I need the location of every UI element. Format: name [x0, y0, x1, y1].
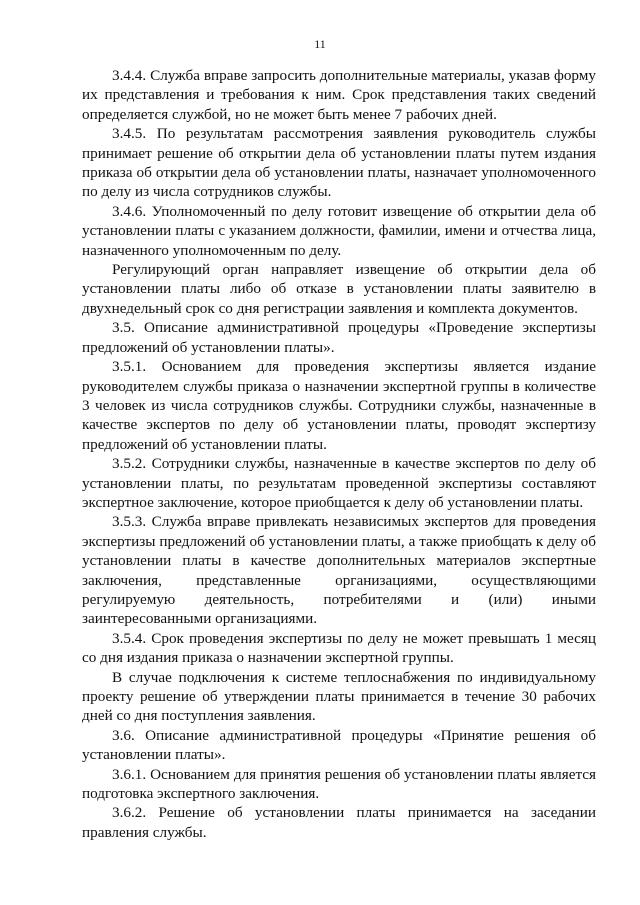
paragraph-individual-project: В случае подключения к системе теплоснабжения по индивидуальному проекту решение об утверждении платы принимается в течение 30 рабочих дней со дня поступления заявления. — [82, 668, 596, 725]
paragraph-3-5-heading: 3.5. Описание административной процедуры «Проведение экспертизы предложений об установлении платы». — [82, 319, 596, 356]
paragraph-3-5-3: 3.5.3. Служба вправе привлекать независимых экспертов для проведения экспертизы предложений об установлении платы, а также приобщать к делу об установлении платы в качестве дополнительных материалов экспертные заключения, представленные организациями, осуществляющими регулируемую деятельность, потребителями и (или) иными заинтересованными организациями. — [82, 513, 596, 628]
paragraph-3-4-4: 3.4.4. Служба вправе запросить дополнительные материалы, указав форму их представления и требования к ним. Срок представления таких сведений определяется службой, но не может быть менее 7 рабочих дней. — [82, 67, 596, 123]
paragraph-3-5-1: 3.5.1. Основанием для проведения экспертизы является издание руководителем службы приказа о назначении экспертной группы в количестве 3 человек из числа сотрудников службы. Сотрудники службы, назначенные в качестве экспертов по делу об установлении платы, проводят экспертизу предложений об установлении платы. — [82, 358, 596, 453]
paragraph-notice-sending: Регулирующий орган направляет извещение об открытии дела об установлении платы либо об отказе в установлении платы заявителю в двухнедельный срок со дня регистрации заявления и комплекта документов. — [82, 261, 596, 317]
paragraph-3-5-2: 3.5.2. Сотрудники службы, назначенные в качестве экспертов по делу об установлении платы, по результатам проведенной экспертизы составляют экспертное заключение, которое приобщается к делу об установлении платы. — [82, 455, 596, 511]
paragraph-3-6-heading: 3.6. Описание административной процедуры «Принятие решения об установлении платы». — [82, 726, 596, 764]
page-number: 11 — [314, 37, 326, 51]
paragraph-3-5-4: 3.5.4. Срок проведения экспертизы по делу не может превышать 1 месяц со дня издания приказа о назначении экспертной группы. — [82, 629, 596, 667]
document-body — [82, 66, 596, 842]
paragraph-3-6-2: 3.6.2. Решение об установлении платы принимается на заседании правления службы. — [82, 804, 596, 841]
paragraph-3-4-5: 3.4.5. По результатам рассмотрения заявления руководитель службы принимает решение об открытии дела об установлении платы путем издания приказа об открытии дела об установлении платы, назначает уполномоченного по делу из числа сотрудников службы. — [82, 125, 596, 201]
paragraph-3-4-6: 3.4.6. Уполномоченный по делу готовит извещение об открытии дела об установлении платы с указанием должности, фамилии, имени и отчества лица, назначенного уполномоченным по делу. — [82, 202, 596, 259]
paragraph-3-6-1: 3.6.1. Основанием для принятия решения об установлении платы является подготовка экспертного заключения. — [82, 765, 596, 803]
